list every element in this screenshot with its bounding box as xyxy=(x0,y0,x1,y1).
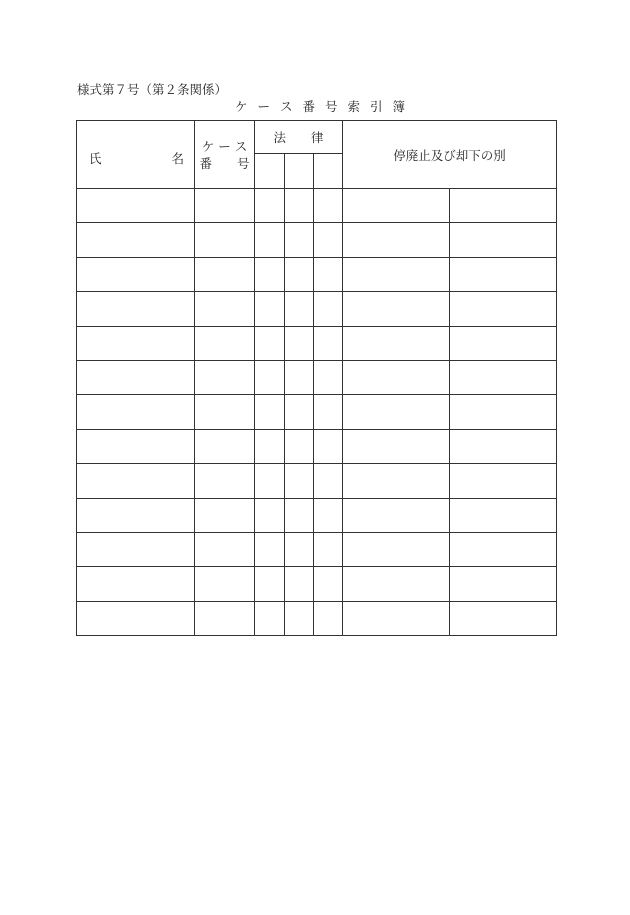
table-cell[interactable] xyxy=(450,601,557,635)
table-row xyxy=(77,292,557,326)
table-row xyxy=(77,601,557,635)
table-cell[interactable] xyxy=(195,257,255,291)
table-cell[interactable] xyxy=(255,223,285,257)
law-sub-cell xyxy=(285,154,314,189)
table-cell[interactable] xyxy=(450,223,557,257)
table-cell[interactable] xyxy=(195,498,255,532)
table-cell[interactable] xyxy=(343,395,450,429)
table-cell[interactable] xyxy=(255,395,285,429)
table-cell[interactable] xyxy=(450,395,557,429)
table-row xyxy=(77,498,557,532)
table-cell[interactable] xyxy=(195,189,255,223)
table-cell[interactable] xyxy=(450,292,557,326)
table-cell[interactable] xyxy=(195,532,255,566)
table-cell[interactable] xyxy=(343,292,450,326)
table-cell[interactable] xyxy=(255,498,285,532)
table-cell[interactable] xyxy=(285,567,314,601)
table-cell[interactable] xyxy=(450,189,557,223)
table-cell[interactable] xyxy=(255,292,285,326)
table-cell[interactable] xyxy=(285,326,314,360)
table-row xyxy=(77,395,557,429)
table-cell[interactable] xyxy=(255,464,285,498)
table-cell[interactable] xyxy=(343,498,450,532)
table-cell[interactable] xyxy=(285,223,314,257)
table-cell[interactable] xyxy=(77,292,195,326)
table-cell[interactable] xyxy=(77,223,195,257)
table-cell[interactable] xyxy=(255,429,285,463)
table-cell[interactable] xyxy=(195,395,255,429)
table-cell[interactable] xyxy=(195,223,255,257)
title-char: ケ xyxy=(234,99,248,114)
table-row xyxy=(77,223,557,257)
table-cell[interactable] xyxy=(450,567,557,601)
table-cell[interactable] xyxy=(314,532,343,566)
table-cell[interactable] xyxy=(450,464,557,498)
table-cell[interactable] xyxy=(450,498,557,532)
table-cell[interactable] xyxy=(314,223,343,257)
table-cell[interactable] xyxy=(314,601,343,635)
case-number-index-table xyxy=(76,120,557,636)
table-cell[interactable] xyxy=(314,326,343,360)
title-char: ー xyxy=(257,99,270,114)
table-cell[interactable] xyxy=(285,464,314,498)
law-sub-cell xyxy=(314,154,343,189)
table-cell[interactable] xyxy=(314,464,343,498)
table-cell[interactable] xyxy=(314,360,343,394)
table-cell[interactable] xyxy=(255,360,285,394)
table-cell[interactable] xyxy=(343,360,450,394)
table-cell[interactable] xyxy=(314,498,343,532)
table-cell[interactable] xyxy=(255,601,285,635)
table-cell[interactable] xyxy=(450,326,557,360)
header-name-left: 氏 xyxy=(89,151,102,166)
table-cell[interactable] xyxy=(285,360,314,394)
table-cell[interactable] xyxy=(343,464,450,498)
table-row xyxy=(77,189,557,223)
table-cell[interactable] xyxy=(343,189,450,223)
table-row xyxy=(77,257,557,291)
table-cell[interactable] xyxy=(343,223,450,257)
table-cell[interactable] xyxy=(285,292,314,326)
table-cell[interactable] xyxy=(343,567,450,601)
table-cell[interactable] xyxy=(314,567,343,601)
header-case-number xyxy=(195,121,255,189)
table-cell[interactable] xyxy=(195,464,255,498)
title-char: 番 xyxy=(302,99,315,114)
table-cell[interactable] xyxy=(195,360,255,394)
table-cell[interactable] xyxy=(285,498,314,532)
table-cell[interactable] xyxy=(285,601,314,635)
table-cell[interactable] xyxy=(314,292,343,326)
table-cell[interactable] xyxy=(314,395,343,429)
table-cell[interactable] xyxy=(77,257,195,291)
table-cell[interactable] xyxy=(450,360,557,394)
table-cell[interactable] xyxy=(77,532,195,566)
table-cell[interactable] xyxy=(285,189,314,223)
table-cell[interactable] xyxy=(343,532,450,566)
table-cell[interactable] xyxy=(255,326,285,360)
header-name-cell xyxy=(77,121,195,189)
table-cell[interactable] xyxy=(343,257,450,291)
table-cell[interactable] xyxy=(77,567,195,601)
table-cell[interactable] xyxy=(195,601,255,635)
table-cell[interactable] xyxy=(255,532,285,566)
table-cell[interactable] xyxy=(255,257,285,291)
table-cell[interactable] xyxy=(77,429,195,463)
table-cell[interactable] xyxy=(195,567,255,601)
table-row xyxy=(77,326,557,360)
header-status: 停廃止及び却下の別 xyxy=(343,121,557,189)
table-cell[interactable] xyxy=(77,326,195,360)
table-cell[interactable] xyxy=(450,257,557,291)
table-cell[interactable] xyxy=(195,292,255,326)
table-cell[interactable] xyxy=(314,429,343,463)
title-char: 簿 xyxy=(392,99,406,114)
header-name-right: 名 xyxy=(171,151,184,166)
table-cell[interactable] xyxy=(285,257,314,291)
title-char: ス xyxy=(279,99,293,114)
document-title xyxy=(0,97,630,115)
title-char: 索 xyxy=(347,99,361,114)
title-char: 引 xyxy=(370,99,383,114)
table-cell[interactable] xyxy=(343,429,450,463)
table-cell[interactable] xyxy=(343,601,450,635)
table-row xyxy=(77,360,557,394)
header-case-line1: ケ ー ス xyxy=(201,138,248,154)
table-cell[interactable] xyxy=(450,532,557,566)
table-row xyxy=(77,464,557,498)
header-case-line2: 番 号 xyxy=(199,155,250,171)
table-cell[interactable] xyxy=(314,189,343,223)
table-row xyxy=(77,532,557,566)
table-cell[interactable] xyxy=(285,532,314,566)
form-label: 様式第７号（第２条関係） xyxy=(77,82,228,97)
table-cell[interactable] xyxy=(77,498,195,532)
table-cell[interactable] xyxy=(255,567,285,601)
header-law: 法 律 xyxy=(255,121,343,154)
table-cell[interactable] xyxy=(285,429,314,463)
table-cell[interactable] xyxy=(195,326,255,360)
table-cell[interactable] xyxy=(343,326,450,360)
table-cell[interactable] xyxy=(255,189,285,223)
table-cell[interactable] xyxy=(77,464,195,498)
table-cell[interactable] xyxy=(77,395,195,429)
table-row xyxy=(77,567,557,601)
table-cell[interactable] xyxy=(195,429,255,463)
table-cell[interactable] xyxy=(77,360,195,394)
table-row xyxy=(77,429,557,463)
law-sub-cell xyxy=(255,154,285,189)
title-char: 号 xyxy=(325,99,338,114)
table-cell[interactable] xyxy=(314,257,343,291)
table-cell[interactable] xyxy=(77,189,195,223)
table-cell[interactable] xyxy=(285,395,314,429)
table-cell[interactable] xyxy=(77,601,195,635)
table-cell[interactable] xyxy=(450,429,557,463)
